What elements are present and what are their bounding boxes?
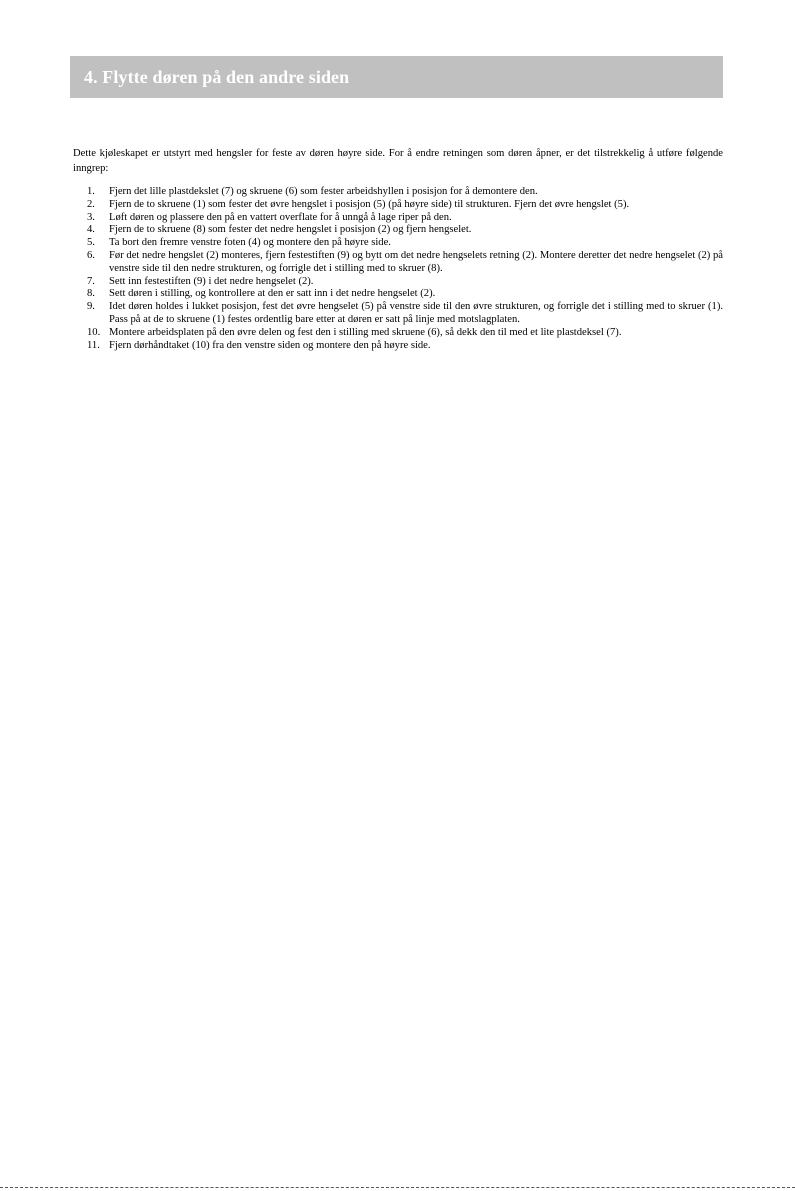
step-text: Fjern de to skruene (8) som fester det nedre hengslet i posisjon (2) og fjern hengselet.	[109, 224, 472, 236]
section-title: 4. Flytte døren på den andre siden	[84, 66, 350, 87]
step-text: Sett inn festestiften (9) i det nedre hengselet (2).	[109, 275, 314, 287]
list-item	[73, 276, 723, 289]
step-number: 4.	[87, 224, 95, 236]
step-number: 3.	[87, 211, 95, 223]
list-item	[73, 224, 723, 237]
list-item	[73, 250, 723, 276]
list-item	[73, 288, 723, 301]
step-text: Sett døren i stilling, og kontrollere at den er satt inn i det nedre hengselet (2).	[109, 288, 436, 300]
step-number: 6.	[87, 249, 95, 261]
step-text: Løft døren og plassere den på en vattert overflate for å unngå å lage riper på den.	[109, 211, 452, 223]
step-number: 7.	[87, 275, 95, 287]
instruction-list	[73, 186, 723, 352]
step-number: 8.	[87, 288, 95, 300]
step-number: 10.	[87, 326, 101, 338]
list-item	[73, 237, 723, 250]
step-text: Ta bort den fremre venstre foten (4) og montere den på høyre side.	[109, 237, 391, 249]
step-number: 11.	[87, 339, 100, 351]
list-item	[73, 340, 723, 353]
list-item	[73, 212, 723, 225]
step-text: Før det nedre hengslet (2) monteres, fjern festestiften (9) og bytt om det nedre hengselets retning (2). Montere deretter det nedre hengselet (2) på venstre side til den nedre strukturen, og forrigle det i stilling med to skruer (8).	[109, 249, 723, 274]
step-text: Fjern det lille plastdekslet (7) og skruene (6) som fester arbeidshyllen i posisjon for å demontere den.	[109, 186, 538, 197]
step-text: Fjern dørhåndtaket (10) fra den venstre siden og montere den på høyre side.	[109, 339, 431, 351]
page-bottom-divider	[0, 1187, 795, 1188]
list-item	[73, 327, 723, 340]
list-item	[73, 301, 723, 327]
intro-paragraph: Dette kjøleskapet er utstyrt med hengsler for feste av døren høyre side. For å endre retningen som døren åpner, er det tilstrekkelig å utføre følgende inngrep:	[73, 148, 723, 174]
step-number: 2.	[87, 198, 95, 210]
step-text: Idet døren holdes i lukket posisjon, fest det øvre hengselet (5) på venstre side til den øvre strukturen, og forrigle det i stilling med to skruer (1). Pass på at de to skruene (1) festes ordentlig bare etter at døren er satt på linje med motslagplaten.	[109, 301, 723, 325]
step-number: 5.	[87, 237, 95, 249]
section-header-bar	[70, 56, 723, 98]
step-text: Fjern de to skruene (1) som fester det øvre hengslet i posisjon (5) (på høyre side) til strukturen. Fjern det øvre hengslet (5).	[109, 198, 630, 210]
list-item	[73, 186, 723, 199]
step-text: Montere arbeidsplaten på den øvre delen og fest den i stilling med skruene (6), så dekk den til med et lite plastdeksel (7).	[109, 326, 622, 338]
step-number: 9.	[87, 301, 95, 313]
step-number: 1.	[87, 186, 95, 197]
list-item	[73, 199, 723, 212]
